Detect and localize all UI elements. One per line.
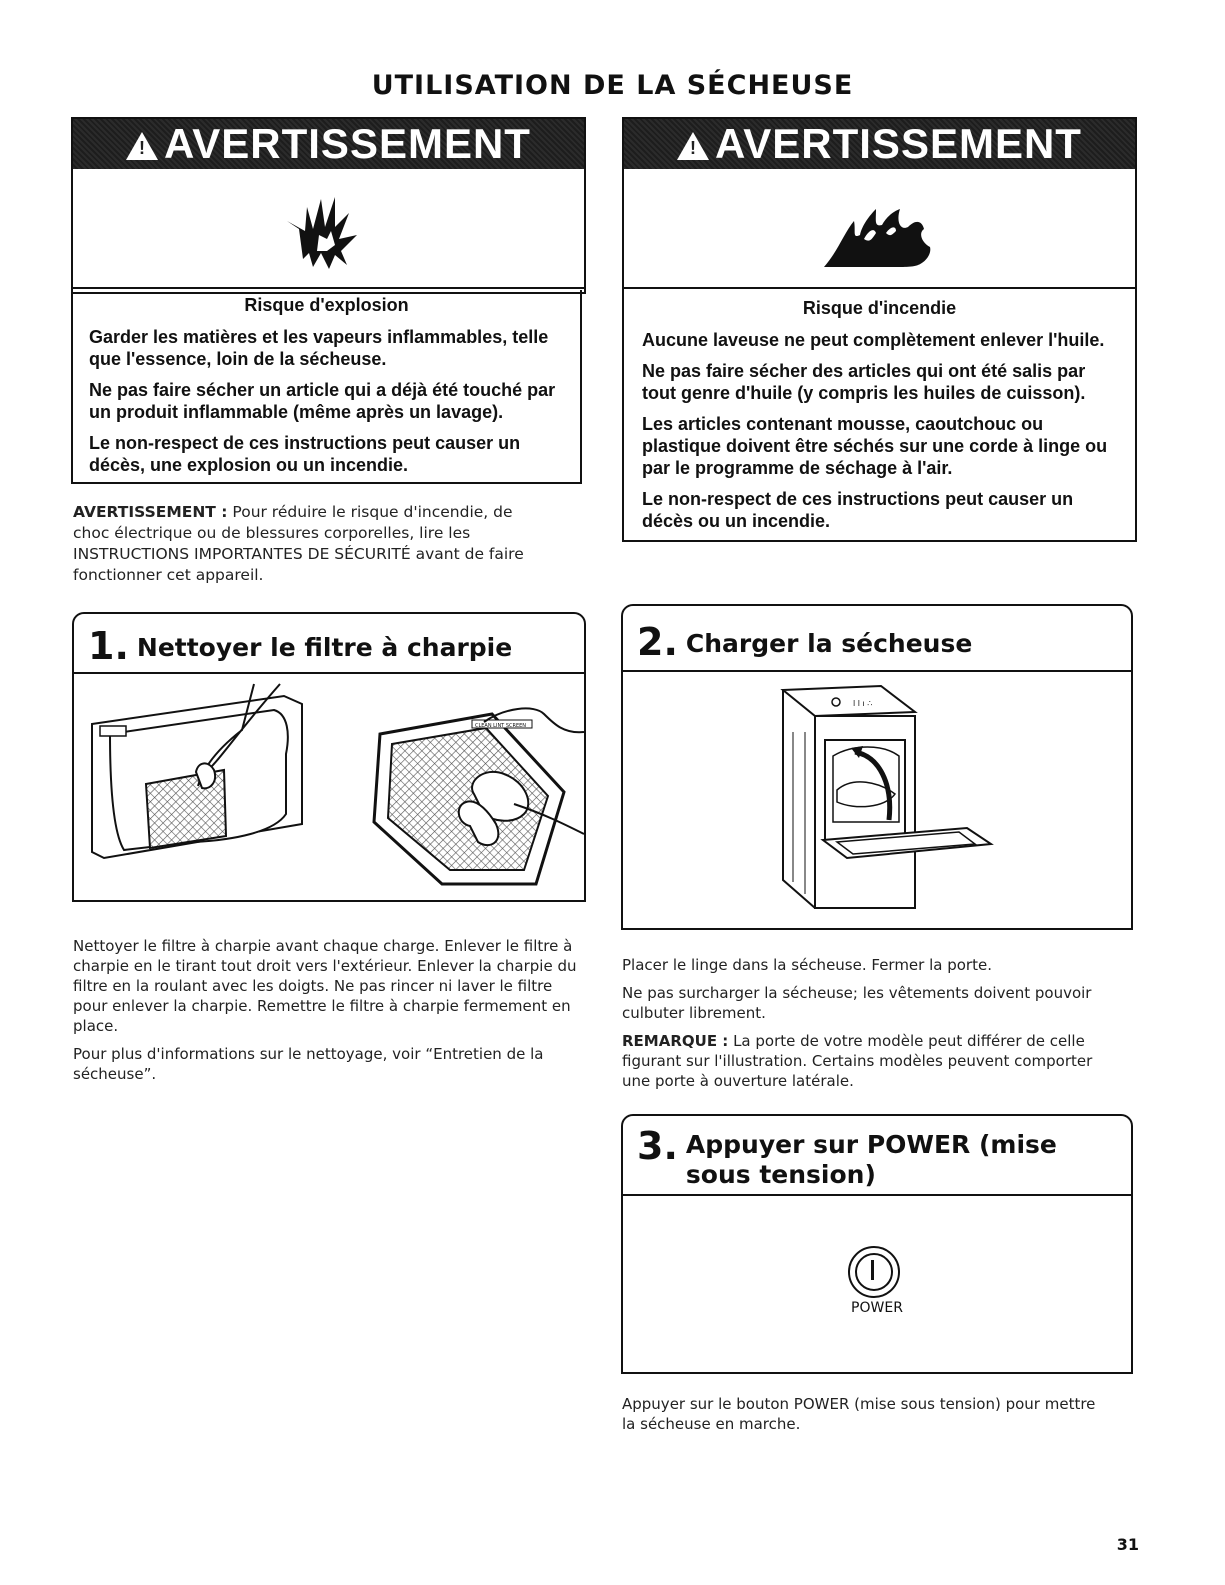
warning-header: [73, 119, 584, 169]
step-number: 2.: [637, 620, 678, 664]
step-1-text: [73, 936, 583, 1092]
paragraph: Nettoyer le filtre à charpie avant chaque charge. Enlever le filtre à charpie en le tirant tout droit vers l'extérieur. Enlever la charpie du filtre en la roulant avec les doigts. Ne pas rincer ni laver le filtre pour enlever la charpie. Remettre le filtre à charpie fermement en place.: [73, 937, 577, 1035]
warning-triangle-icon: !: [677, 132, 709, 160]
paragraph: [622, 1031, 1112, 1091]
power-illustration: [623, 1196, 1131, 1370]
paragraph: Ne pas surcharger la sécheuse; les vêtements doivent pouvoir culbuter librement.: [622, 984, 1092, 1022]
safety-note-text: Pour réduire le risque d'incendie, de choc électrique ou de blessures corporelles, lire les INSTRUCTIONS IMPORTANTES DE SÉCURITÉ avant de faire fonctionner cet appareil.: [73, 503, 524, 584]
warning-explosion-body: [71, 290, 582, 484]
step-3-text: [622, 1394, 1112, 1442]
step-title: Nettoyer le filtre à charpie: [136, 633, 513, 662]
risk-title: Risque d'incendie: [802, 298, 957, 318]
paragraph: Appuyer sur le bouton POWER (mise sous tension) pour mettre la sécheuse en marche.: [622, 1395, 1096, 1433]
step-title: Charger la sécheuse: [685, 629, 973, 658]
warning-explosion: [71, 117, 586, 294]
warning-line: Aucune laveuse ne peut complètement enlever l'huile.: [642, 330, 1105, 350]
warning-line: Ne pas faire sécher des articles qui ont été salis par tout genre d'huile (y compris les huiles de cuisson).: [642, 361, 1086, 403]
warning-triangle-icon: !: [126, 132, 158, 160]
safety-note: [73, 502, 553, 586]
lint-filter-illustration: [74, 674, 584, 896]
explosion-icon: [73, 169, 584, 289]
warning-header-text: AVERTISSEMENT: [164, 120, 531, 167]
step-1-panel: [72, 612, 586, 902]
page-title: UTILISATION DE LA SÉCHEUSE: [371, 70, 854, 101]
step-number: 1.: [88, 624, 129, 668]
page-number: 31: [1116, 1535, 1139, 1554]
power-button-icon[interactable]: [848, 1246, 900, 1298]
step-2-text: [622, 955, 1112, 1099]
warning-header: [624, 119, 1135, 169]
paragraph: Placer le linge dans la sécheuse. Fermer la porte.: [622, 956, 992, 974]
warning-header-text: AVERTISSEMENT: [715, 120, 1082, 167]
warning-line: Ne pas faire sécher un article qui a déjà été touché par un produit inflammable (même après un lavage).: [89, 380, 556, 422]
step-title: Appuyer sur POWER (mise sous tension): [685, 1130, 1057, 1189]
step-1-header: [74, 614, 584, 674]
filter-label: CLEAN LINT SCREEN: [475, 723, 527, 729]
step-number: 3.: [637, 1124, 678, 1168]
warning-line: Les articles contenant mousse, caoutchouc ou plastique doivent être séchés sur une corde à linge ou par le programme de séchage à l'air.: [642, 414, 1108, 478]
warning-line: Garder les matières et les vapeurs inflammables, telle que l'essence, loin de la sécheuse.: [89, 327, 549, 369]
warning-line: Le non-respect de ces instructions peut causer un décès, une explosion ou un incendie.: [89, 433, 521, 475]
note-text: La porte de votre modèle peut différer de celle figurant sur l'illustration. Certains modèles peuvent comporter une porte à ouverture latérale.: [622, 1032, 1093, 1090]
warning-fire: [622, 117, 1137, 542]
step-2-panel: [621, 604, 1133, 930]
step-2-header: [623, 606, 1131, 672]
warning-fire-body: [624, 289, 1135, 549]
step-3-header: [623, 1116, 1131, 1196]
step-3-panel: [621, 1114, 1133, 1374]
warning-line: Le non-respect de ces instructions peut causer un décès ou un incendie.: [642, 489, 1074, 531]
dryer-loading-illustration: [623, 672, 1131, 924]
power-label: POWER: [851, 1300, 903, 1316]
note-label: REMARQUE :: [622, 1032, 729, 1050]
svg-text:l l ı ∴: l l ı ∴: [853, 699, 873, 708]
risk-title: Risque d'explosion: [244, 295, 409, 315]
fire-icon: [624, 169, 1135, 289]
safety-note-label: AVERTISSEMENT :: [73, 503, 228, 521]
paragraph: Pour plus d'informations sur le nettoyage, voir “Entretien de la sécheuse”.: [73, 1045, 544, 1083]
